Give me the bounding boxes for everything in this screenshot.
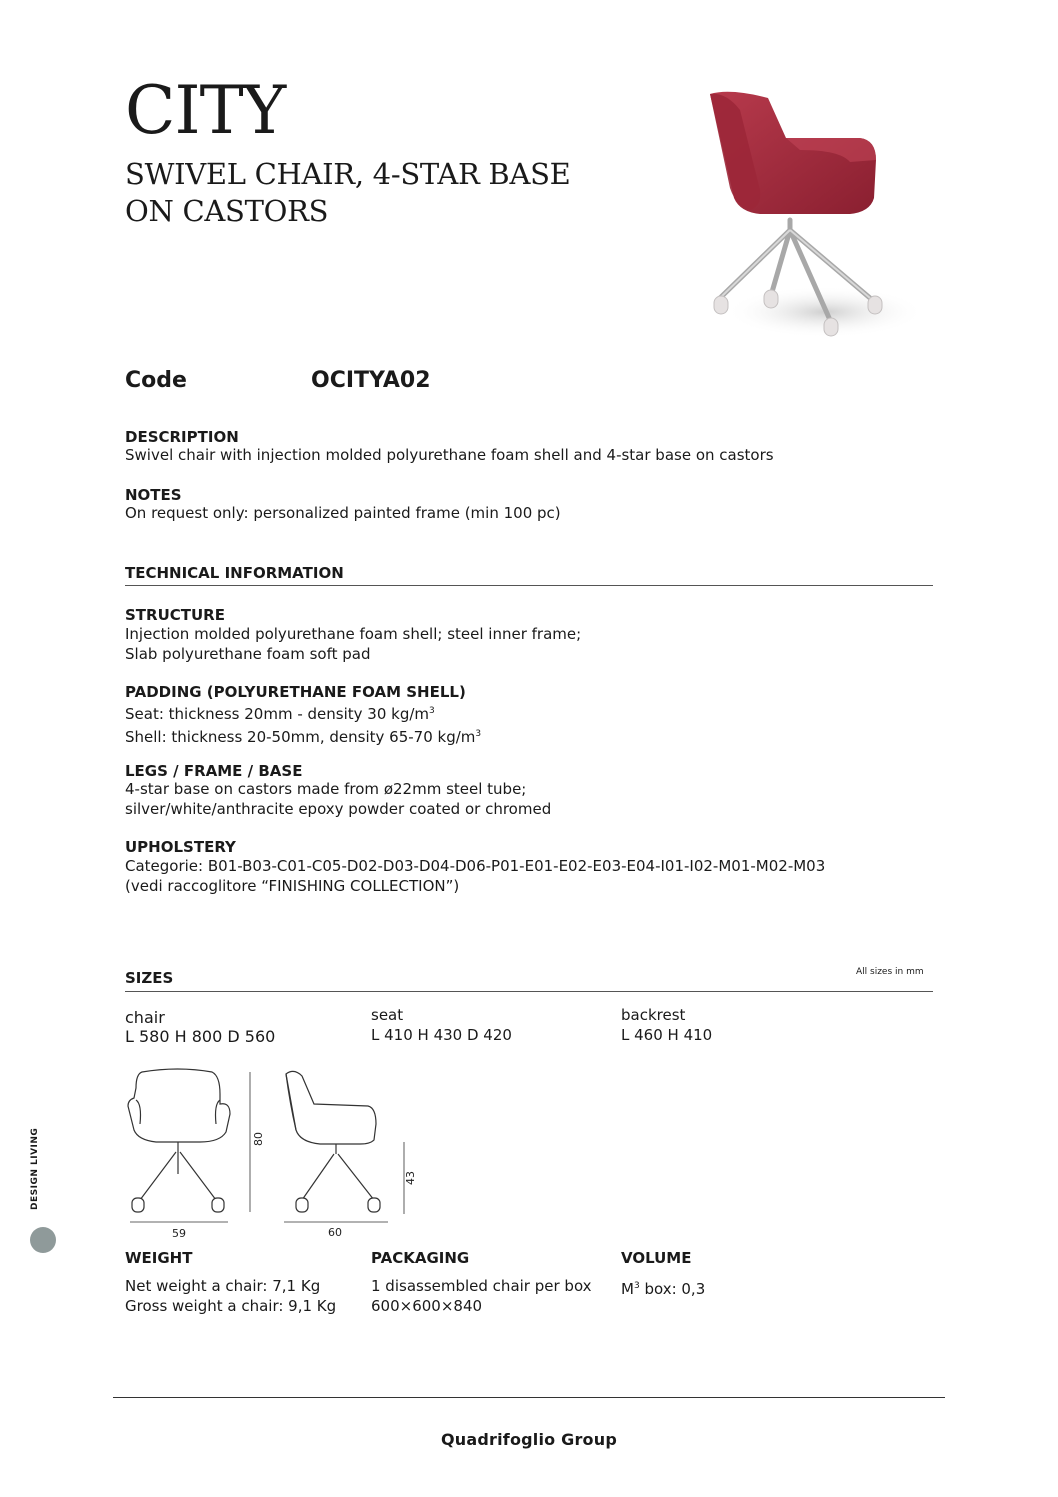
side-seat-height-label: 43: [404, 1171, 417, 1185]
sizes-note: All sizes in mm: [856, 967, 924, 977]
volume-unit: M: [621, 1280, 634, 1298]
structure-line-1: Injection molded polyurethane foam shell; steel inner frame;: [125, 625, 582, 643]
product-title: CITY: [125, 72, 286, 149]
padding-seat-text: Seat: thickness 20mm - density 30 kg/m: [125, 705, 430, 723]
seat-size-dims: L 410 H 430 D 420: [371, 1026, 512, 1044]
structure-line-2: Slab polyurethane foam soft pad: [125, 644, 371, 663]
technical-divider: [125, 585, 933, 586]
footer-divider: [113, 1397, 945, 1398]
notes-heading: NOTES: [125, 486, 182, 504]
code-label: Code: [125, 368, 187, 393]
packaging-heading: PACKAGING: [371, 1249, 470, 1267]
legs-text: [125, 780, 551, 819]
product-photo: [690, 80, 930, 350]
upholstery-line-1: Categorie: B01-B03-C01-C05-D02-D03-D04-D06-P01-E01-E02-E03-E04-I01-I02-M01-M02-M03: [125, 857, 826, 875]
sizes-divider: [125, 991, 933, 992]
code-value: OCITYA02: [311, 368, 431, 393]
backrest-size-label: backrest: [621, 1006, 686, 1024]
weight-text: [125, 1277, 336, 1316]
notes-text: On request only: personalized painted frame (min 100 pc): [125, 504, 561, 522]
volume-unit-sup: 3: [633, 1281, 640, 1291]
volume-value: box: 0,3: [639, 1280, 706, 1298]
upholstery-line-2: (vedi raccoglitore “FINISHING COLLECTION”): [125, 876, 460, 895]
padding-shell-text: Shell: thickness 20-50mm, density 65-70 kg/m: [125, 727, 476, 746]
chair-size-dims: L 580 H 800 D 560: [125, 1027, 276, 1046]
structure-heading: STRUCTURE: [125, 606, 225, 624]
legs-line-2: silver/white/anthracite epoxy powder coated or chromed: [125, 799, 552, 818]
padding-line-1: [125, 702, 481, 725]
backrest-size-dims: L 460 H 410: [621, 1026, 713, 1044]
front-width-label: 59: [172, 1227, 186, 1240]
side-section-dot: [30, 1227, 56, 1253]
padding-shell-sup: 3: [475, 728, 482, 739]
volume-text: [621, 1277, 705, 1300]
description-text: Swivel chair with injection molded polyurethane foam shell and 4-star base on castors: [125, 446, 774, 464]
padding-text: [125, 702, 481, 747]
structure-text: [125, 625, 581, 664]
seat-size-label: seat: [371, 1006, 404, 1024]
weight-gross: Gross weight a chair: 9,1 Kg: [125, 1296, 337, 1315]
product-subtitle: [125, 156, 571, 230]
padding-seat-sup: 3: [429, 706, 435, 716]
packaging-line-2: 600×600×840: [371, 1296, 483, 1315]
volume-heading: VOLUME: [621, 1249, 692, 1267]
legs-heading: LEGS / FRAME / BASE: [125, 762, 303, 780]
padding-heading: PADDING (POLYURETHANE FOAM SHELL): [125, 683, 466, 701]
footer-brand-logo: Quadrifoglio Group: [440, 1430, 617, 1449]
chair-size-label: chair: [125, 1008, 165, 1027]
weight-heading: WEIGHT: [125, 1249, 193, 1267]
weight-net: Net weight a chair: 7,1 Kg: [125, 1277, 321, 1295]
upholstery-text: [125, 857, 825, 896]
front-height-label: 80: [252, 1132, 265, 1146]
side-depth-label: 60: [328, 1226, 342, 1239]
subtitle-line-1: SWIVEL CHAIR, 4-STAR BASE: [125, 157, 571, 191]
technical-heading: TECHNICAL INFORMATION: [125, 564, 344, 582]
packaging-line-1: 1 disassembled chair per box: [371, 1277, 592, 1295]
subtitle-line-2: ON CASTORS: [125, 194, 329, 228]
sizes-heading: SIZES: [125, 969, 174, 987]
legs-line-1: 4-star base on castors made from ø22mm steel tube;: [125, 780, 527, 798]
upholstery-heading: UPHOLSTERY: [125, 838, 236, 856]
description-heading: DESCRIPTION: [125, 428, 239, 446]
packaging-text: [371, 1277, 592, 1316]
front-view-drawing: [120, 1064, 280, 1234]
side-section-label: DESIGN LIVING: [30, 1127, 40, 1210]
padding-line-2: [125, 725, 481, 748]
side-view-drawing: [280, 1064, 430, 1234]
